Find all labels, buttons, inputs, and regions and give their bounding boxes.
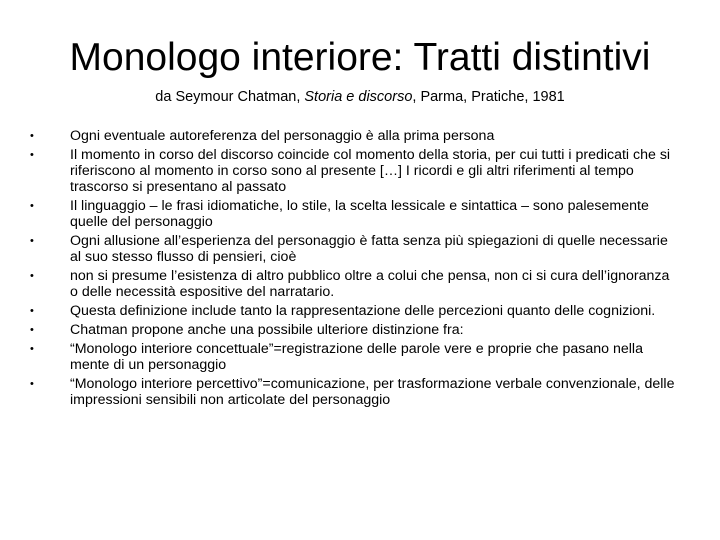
bullet-item <box>30 198 680 230</box>
bullet-marker: • <box>30 149 34 161</box>
bullet-marker: • <box>30 235 34 247</box>
bullet-item <box>30 376 680 408</box>
subtitle-prefix: da Seymour Chatman, <box>155 89 305 105</box>
bullet-item <box>30 341 680 373</box>
bullet-item <box>30 322 680 338</box>
bullet-text: non si presume l’esistenza di altro pubblico oltre a colui che pensa, non ci si cura dell’ignoranza o delle necessità espositive del narratario. <box>70 268 670 300</box>
slide-title: Monologo interiore: Tratti distintivi <box>69 36 651 79</box>
slide-subtitle <box>0 88 720 106</box>
bullet-text: Ogni allusione all’esperienza del personaggio è fatta senza più spiegazioni di quelle necessarie al suo stesso flusso di pensieri, cioè <box>70 233 668 265</box>
bullet-marker: • <box>30 343 34 355</box>
bullet-text: Ogni eventuale autoreferenza del personaggio è alla prima persona <box>70 128 495 144</box>
bullet-marker: • <box>30 200 34 212</box>
bullet-item <box>30 233 680 265</box>
bullet-text: Chatman propone anche una possibile ulteriore distinzione fra: <box>70 322 464 338</box>
subtitle-book-title: Storia e discorso <box>304 89 413 105</box>
bullet-item <box>30 303 680 319</box>
bullet-marker: • <box>30 270 34 282</box>
subtitle-suffix: , Parma, Pratiche, 1981 <box>412 89 565 105</box>
bullet-item <box>30 128 680 144</box>
bullet-marker: • <box>30 378 34 390</box>
bullet-text: “Monologo interiore concettuale”=registrazione delle parole vere e proprie che pasano nella mente di un personaggio <box>70 341 643 373</box>
bullet-item <box>30 147 680 195</box>
bullet-text: Questa definizione include tanto la rappresentazione delle percezioni quanto delle cognizioni. <box>70 303 656 319</box>
bullet-marker: • <box>30 324 34 336</box>
bullet-text: Il momento in corso del discorso coincide col momento della storia, per cui tutti i predicati che si riferiscono al momento in corso sono al presente […] I ricordi e gli altri riferimenti al tempo trascorso si presentano al passato <box>70 147 671 195</box>
bullet-text: Il linguaggio – le frasi idiomatiche, lo stile, la scelta lessicale e sintattica – sono palesemente quelle del personaggio <box>70 198 649 230</box>
bullet-list <box>30 128 680 411</box>
bullet-marker: • <box>30 130 34 142</box>
bullet-text: “Monologo interiore percettivo”=comunicazione, per trasformazione verbale convenzionale, delle impressioni sensibili non articolate del personaggio <box>70 376 675 408</box>
bullet-marker: • <box>30 305 34 317</box>
bullet-item <box>30 268 680 300</box>
